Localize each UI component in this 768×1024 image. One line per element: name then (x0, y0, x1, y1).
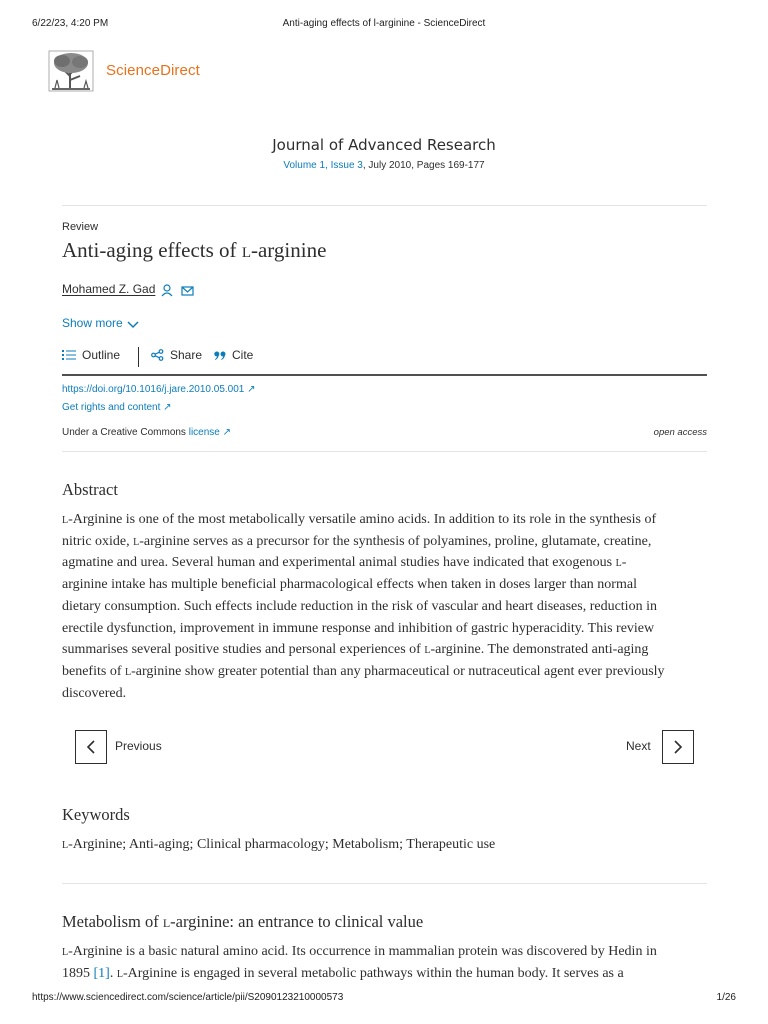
text-line (62, 618, 710, 640)
section-text (62, 941, 710, 984)
share-button[interactable] (151, 348, 202, 362)
text-line (62, 552, 710, 574)
text-segment: -Arginine is one of the most metabolically versatile amino acids. In addition to its role in the synthesis of (68, 512, 657, 527)
volume-issue-link[interactable]: Volume 1, Issue 3 (283, 160, 363, 171)
email-icon (182, 287, 193, 295)
text-segment: arginine intake has multiple beneficial pharmacological effects when taken in doses larger than normal (62, 577, 637, 593)
share-label: Share (170, 348, 203, 362)
smallcaps-text: l (124, 663, 132, 679)
next-label: Next (626, 739, 651, 753)
text-segment: erectile dysfunction, improvement in immune response and inhibition of gastric hyperacidity. This review (62, 620, 655, 636)
smallcaps-text: l (62, 944, 69, 959)
previous-box (75, 730, 107, 764)
abstract-heading: Abstract (62, 480, 118, 499)
previous-article-button[interactable] (75, 730, 185, 764)
text-line (62, 834, 710, 856)
divider (62, 205, 707, 206)
title-prefix: Anti-aging effects of (62, 238, 242, 262)
license-line (62, 427, 231, 438)
next-article-button[interactable] (618, 730, 694, 764)
outline-label: Outline (82, 348, 121, 362)
text-line (62, 531, 710, 553)
license-prefix: Under a Creative Commons (62, 427, 189, 438)
journal-title[interactable]: Journal of Advanced Research (272, 136, 496, 154)
section-heading-smallcaps: l (162, 912, 171, 931)
text-segment: . (109, 965, 117, 981)
text-segment: -Arginine; Anti-aging; Clinical pharmacology; Metabolism; Therapeutic use (68, 837, 496, 852)
section-heading (62, 912, 423, 932)
text-segment: 1895 (62, 965, 94, 981)
text-segment: summarises several positive studies and personal experiences of (62, 642, 425, 658)
license-link[interactable]: license ↗ (188, 427, 232, 438)
print-url: https://www.sciencedirect.com/science/article/pii/S2090123210000573 (32, 992, 344, 1003)
print-footer (32, 992, 736, 1006)
section-heading-suffix: -arginine: an entrance to clinical value (170, 912, 424, 931)
section-heading-prefix: Metabolism of (62, 912, 163, 931)
title-smallcaps: l (241, 238, 251, 262)
article-type: Review (62, 221, 99, 233)
text-segment: -Arginine is a basic natural amino acid. Its occurrence in mammalian protein was discovered by Hedin in (68, 944, 657, 959)
toolbar-divider (62, 374, 707, 376)
text-line (62, 639, 710, 661)
smallcaps-text: l (62, 512, 69, 527)
text-segment: -Arginine is engaged in several metabolic pathways within the human body. It serves as a (122, 965, 624, 981)
text-segment: -arginine show greater potential than any pharmaceutical or nutraceutical agent ever previously (131, 663, 665, 679)
text-segment: nitric oxide, (62, 533, 134, 549)
text-segment: benefits of (62, 663, 125, 679)
author-name[interactable]: Mohamed Z. Gad (62, 282, 156, 296)
previous-label: Previous (115, 739, 162, 753)
keywords-heading: Keywords (62, 805, 130, 824)
person-icon (162, 285, 172, 296)
smallcaps-text: l (424, 642, 431, 658)
text-line (62, 683, 710, 705)
sciencedirect-logo[interactable] (48, 50, 218, 94)
text-segment: dietary consumption. Such effects include reduction in the risk of vascular and heart diseases, reduction in (62, 598, 657, 614)
text-line (62, 963, 710, 985)
smallcaps-text: l (133, 533, 140, 549)
list-icon (62, 349, 76, 361)
author-icons (161, 283, 195, 297)
quote-icon (214, 351, 226, 361)
text-line (62, 596, 710, 618)
smallcaps-text: l (615, 555, 622, 571)
text-segment: - (621, 555, 627, 571)
chevron-down-icon (127, 321, 139, 329)
print-page-title: Anti-aging effects of l-arginine - ScienceDirect (282, 18, 486, 29)
issue-line (0, 160, 768, 171)
divider (62, 883, 707, 884)
text-segment: discovered. (62, 685, 127, 701)
next-box (662, 730, 694, 764)
issue-details: , July 2010, Pages 169-177 (362, 160, 485, 171)
doi-link[interactable]: https://doi.org/10.1016/j.jare.2010.05.001 ↗ (62, 384, 256, 395)
chevron-right-icon (672, 740, 684, 754)
text-line (62, 661, 710, 683)
text-line (62, 941, 710, 963)
print-page-number: 1/26 (716, 992, 736, 1003)
text-line (62, 574, 710, 596)
divider (62, 451, 707, 452)
print-datetime: 6/22/23, 4:20 PM (32, 18, 109, 29)
text-segment: agmatine and urea. Several human and experimental animal studies have indicated that exogenous (62, 555, 616, 571)
chevron-left-icon (85, 740, 97, 754)
cite-button[interactable] (214, 348, 253, 362)
smallcaps-text: l (62, 837, 69, 852)
keywords-list (62, 834, 710, 856)
show-more-label: Show more (62, 316, 123, 330)
share-icon (151, 349, 164, 361)
abstract-text (62, 509, 710, 704)
article-title (62, 238, 326, 263)
reference-link[interactable]: [1] (93, 965, 110, 981)
text-segment: -arginine serves as a precursor for the synthesis of polyamines, proline, glutamate, creatine, (139, 533, 652, 549)
rights-link[interactable]: Get rights and content ↗ (62, 402, 172, 413)
elsevier-tree-icon (48, 50, 94, 92)
cite-label: Cite (232, 348, 254, 362)
text-segment: -arginine. The demonstrated anti-aging (430, 642, 649, 658)
open-access-badge: open access (653, 427, 707, 438)
text-line (62, 509, 710, 531)
title-suffix: -arginine (250, 238, 327, 262)
brand-name: ScienceDirect (106, 62, 200, 79)
toolbar-separator (138, 347, 139, 367)
smallcaps-text: l (116, 965, 123, 981)
outline-button[interactable] (62, 348, 120, 362)
print-header (32, 18, 736, 32)
show-more-button[interactable] (62, 316, 139, 330)
